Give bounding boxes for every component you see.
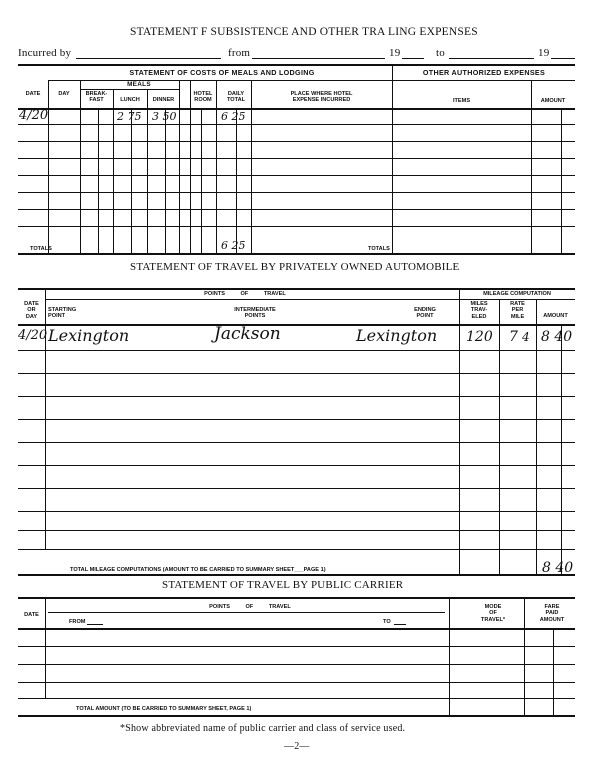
meals-lodging-title: STATEMENT OF COSTS OF MEALS AND LODGING <box>129 68 315 77</box>
daily-total-header: DAILY TOTAL <box>226 91 246 104</box>
auto-row-amount: 8 40 <box>541 329 573 345</box>
meals-total-value: 6 25 <box>221 239 246 252</box>
other-expenses-title: OTHER AUTHORIZED EXPENSES <box>422 68 546 77</box>
auto-date-header: DATE OR DAY <box>24 301 39 320</box>
fare-paid-amount-header: FARE PAID AMOUNT <box>539 604 565 623</box>
intermediate-points-header: INTERMEDIATE POINTS <box>234 307 276 320</box>
ending-point-header: ENDING POINT <box>414 307 436 320</box>
dinner-header: DINNER <box>152 97 175 103</box>
auto-row-end: Lexington <box>356 326 438 345</box>
auto-amount-header: AMOUNT <box>543 313 568 319</box>
meals-row-daily-total: 6 25 <box>221 110 246 123</box>
auto-row-miles: 120 <box>466 329 493 345</box>
page-number: —2— <box>284 741 310 752</box>
auto-row-rate: 7 <box>509 329 518 345</box>
miles-traveled-header: MILES TRAV- ELED <box>470 301 488 320</box>
carrier-to-field[interactable] <box>394 624 406 625</box>
carrier-from-field[interactable] <box>87 624 103 625</box>
auto-row-rate-fraction: 4 <box>522 330 530 344</box>
lunch-header: LUNCH <box>120 97 140 103</box>
totals-label: TOTALS <box>30 246 52 252</box>
auto-row-start: Lexington <box>48 326 130 345</box>
year-label-1: 19 <box>389 47 401 59</box>
carrier-date-header: DATE <box>24 612 39 618</box>
to-label: to <box>436 47 445 59</box>
carrier-to-label: TO <box>383 619 391 625</box>
from-field[interactable] <box>252 58 385 59</box>
year-label-2: 19 <box>538 47 550 59</box>
mode-of-travel-header: MODE OF TRAVEL* <box>480 604 506 623</box>
meals-header: MEALS <box>127 81 151 88</box>
items-header: ITEMS <box>452 98 471 104</box>
to-field[interactable] <box>449 58 534 59</box>
meals-row-date: 4/20 <box>19 108 49 123</box>
mileage-computation-header: MILEAGE COMPUTATION <box>483 291 551 297</box>
auto-row-date: 4/20 <box>18 328 48 343</box>
meals-row-lunch: 2 75 <box>117 110 142 123</box>
breakfast-header: BREAK- FAST <box>85 91 108 104</box>
carrier-section-title: STATEMENT OF TRAVEL BY PUBLIC CARRIER <box>162 579 404 591</box>
auto-total-value: 8 40 <box>542 560 574 576</box>
footer-note: *Show abbreviated name of public carrier and class of service used. <box>120 723 406 734</box>
auto-total-label: TOTAL MILEAGE COMPUTATIONS (AMOUNT TO BE CARRIED TO SUMMARY SHEET___PAGE 1) <box>70 567 326 573</box>
amount-header: AMOUNT <box>540 98 566 104</box>
from-label: from <box>228 47 251 59</box>
auto-points-header: POINTS OF TRAVEL <box>204 291 286 297</box>
form-title: STATEMENT F SUBSISTENCE AND OTHER TRA LING EXPENSES <box>130 26 478 38</box>
totals-label-2: TOTALS <box>368 246 390 252</box>
incurred-by-field[interactable] <box>76 58 221 59</box>
auto-section-title: STATEMENT OF TRAVEL BY PRIVATELY OWNED AUTOMOBILE <box>130 261 460 273</box>
year-field-2[interactable] <box>551 58 575 59</box>
starting-point-header: STARTING POINT <box>48 307 77 320</box>
carrier-from-label: FROM <box>69 619 86 625</box>
carrier-points-header: POINTS OF TRAVEL <box>209 604 291 610</box>
date-header: DATE <box>25 91 41 97</box>
incurred-by-label: Incurred by <box>18 47 72 59</box>
auto-row-intermediate: Jackson <box>214 324 281 344</box>
hotel-room-header: HOTEL ROOM <box>193 91 213 104</box>
day-header: DAY <box>58 91 70 97</box>
meals-row-dinner: 3 50 <box>152 110 177 123</box>
place-header: PLACE WHERE HOTEL EXPENSE INCURRED <box>290 91 353 104</box>
carrier-total-label: TOTAL AMOUNT (TO BE CARRIED TO SUMMARY SHEET, PAGE 1) <box>76 706 252 712</box>
year-field-1[interactable] <box>402 58 424 59</box>
rate-per-mile-header: RATE PER MILE <box>510 301 525 320</box>
